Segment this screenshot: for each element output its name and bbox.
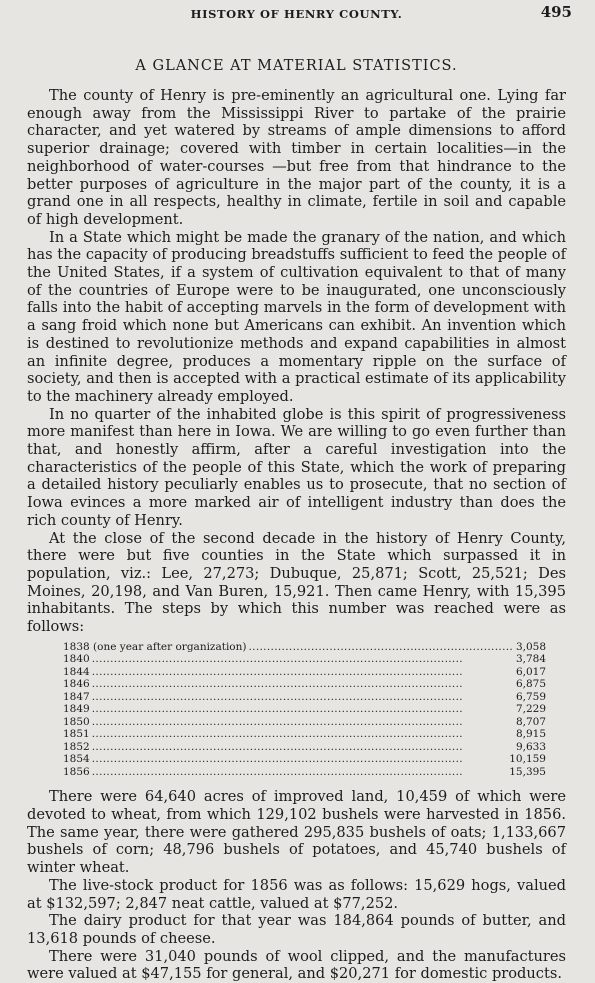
table-row-value: 15,395	[509, 765, 546, 778]
table-row-year: 1840	[63, 653, 90, 666]
paragraph: The county of Henry is pre-eminently an agricultural one. Lying far enough away from the Mississippi River to partake of the prairie character, and yet watered by streams of ample dimensions to afford superior drainage; covered with timber in certain localities—in the neighborhood of water-courses —but free from that hindrance to the better purposes of agriculture in the major part of the county, it is a grand one in all respects, healthy in climate, fertile in soil and capable of high development.	[27, 87, 566, 228]
table-row	[63, 716, 546, 729]
page-number: 495	[540, 3, 572, 21]
paragraph: The dairy product for that year was 184,864 pounds of butter, and 13,618 pounds of cheese.	[27, 912, 566, 947]
table-row	[63, 728, 546, 741]
running-title: HISTORY OF HENRY COUNTY.	[190, 7, 403, 21]
table-row	[63, 741, 546, 754]
dot-leader	[92, 753, 508, 766]
dot-leader	[92, 653, 514, 666]
paragraph: At the close of the second decade in the history of Henry County, there were but five counties in the State which surpassed it in population, viz.: Lee, 27,273; Dubuque, 25,871; Scott, 25,521; Des Moines, 20,198, and Van Buren, 15,921. Then came Henry, with 15,395 inhabitants. The steps by which this number was reached were as follows:	[27, 529, 566, 636]
paragraph: There were 64,640 acres of improved land, 10,459 of which were devoted to wheat, from which 129,102 bushels were harvested in 1856. The same year, there were gathered 295,835 bushels of oats; 1,133,667 bushels of corn; 48,796 bushels of potatoes, and 45,740 bushels of winter wheat.	[27, 788, 566, 877]
closing-text	[27, 788, 566, 983]
table-row	[63, 666, 546, 679]
table-row-value: 8,707	[515, 715, 546, 728]
table-row-value: 3,058	[515, 640, 546, 653]
table-row-year: 1851	[63, 728, 90, 741]
table-row	[63, 641, 546, 654]
table-row-value: 9,633	[515, 740, 546, 753]
table-row-year: 1846	[63, 678, 90, 691]
dot-leader	[92, 666, 514, 679]
table-row-value: 7,229	[515, 703, 546, 716]
dot-leader	[248, 641, 513, 654]
table-row-year: 1844	[63, 665, 90, 678]
table-row	[63, 691, 546, 704]
dot-leader	[92, 691, 514, 704]
table-row-year: 1854	[63, 753, 90, 766]
table-row-year: 1852	[63, 740, 90, 753]
population-table	[63, 641, 546, 779]
table-row-year: 1849	[63, 703, 90, 716]
table-row	[63, 678, 546, 691]
table-row-value: 8,915	[515, 728, 546, 741]
table-row	[63, 753, 546, 766]
table-row-value: 6,759	[515, 690, 546, 703]
dot-leader	[92, 716, 514, 729]
paragraph: In a State which might be made the granary of the nation, and which has the capacity of producing breadstuffs sufficient to feed the people of the United States, if a system of cultivation equivalent to that of many of the countries of Europe were to be inaugurated, one unconsciously falls into the habit of accepting marvels in the form of development with a sang froid which none but Americans can exhibit. An invention which is destined to revolutionize methods and expand capabilities in almost an infinite degree, produces a momentary ripple on the surface of society, and then is accepted with a practical estimate of its applicability to the machinery already employed.	[27, 228, 566, 405]
dot-leader	[92, 766, 508, 779]
running-head	[27, 0, 572, 30]
section-title: A GLANCE AT MATERIAL STATISTICS.	[135, 58, 458, 74]
dot-leader	[92, 741, 514, 754]
table-row	[63, 703, 546, 716]
table-row-value: 6,017	[515, 665, 546, 678]
dot-leader	[92, 678, 514, 691]
paragraph: There were 31,040 pounds of wool clipped, and the manufactures were valued at $47,155 for general, and $20,271 for domestic products.	[27, 947, 566, 983]
dot-leader	[92, 703, 514, 716]
table-row-year: 1850	[63, 715, 90, 728]
table-row-year: 1847	[63, 690, 90, 703]
table-row	[63, 653, 546, 666]
paragraph: The live-stock product for 1856 was as follows: 15,629 hogs, valued at $132,597; 2,847 neat cattle, valued at $77,252.	[27, 876, 566, 912]
dot-leader	[92, 728, 514, 741]
intro-text	[27, 87, 566, 636]
table-row-year: 1838 (one year after organization)	[63, 640, 247, 653]
table-row-value: 10,159	[509, 753, 546, 766]
table-row	[63, 766, 546, 779]
table-row-value: 6,875	[515, 678, 546, 691]
paragraph: In no quarter of the inhabited globe is this spirit of progressiveness more manifest than here in Iowa. We are willing to go even further than that, and honestly affirm, after a careful investigation into the characteristics of the people of this State, which the work of preparing a detailed history peculiarly enables us to prosecute, that no section of Iowa evinces a more marked air of intelligent industry than does the rich county of Henry.	[27, 405, 566, 529]
table-row-year: 1856	[63, 765, 90, 778]
table-row-value: 3,784	[515, 653, 546, 666]
